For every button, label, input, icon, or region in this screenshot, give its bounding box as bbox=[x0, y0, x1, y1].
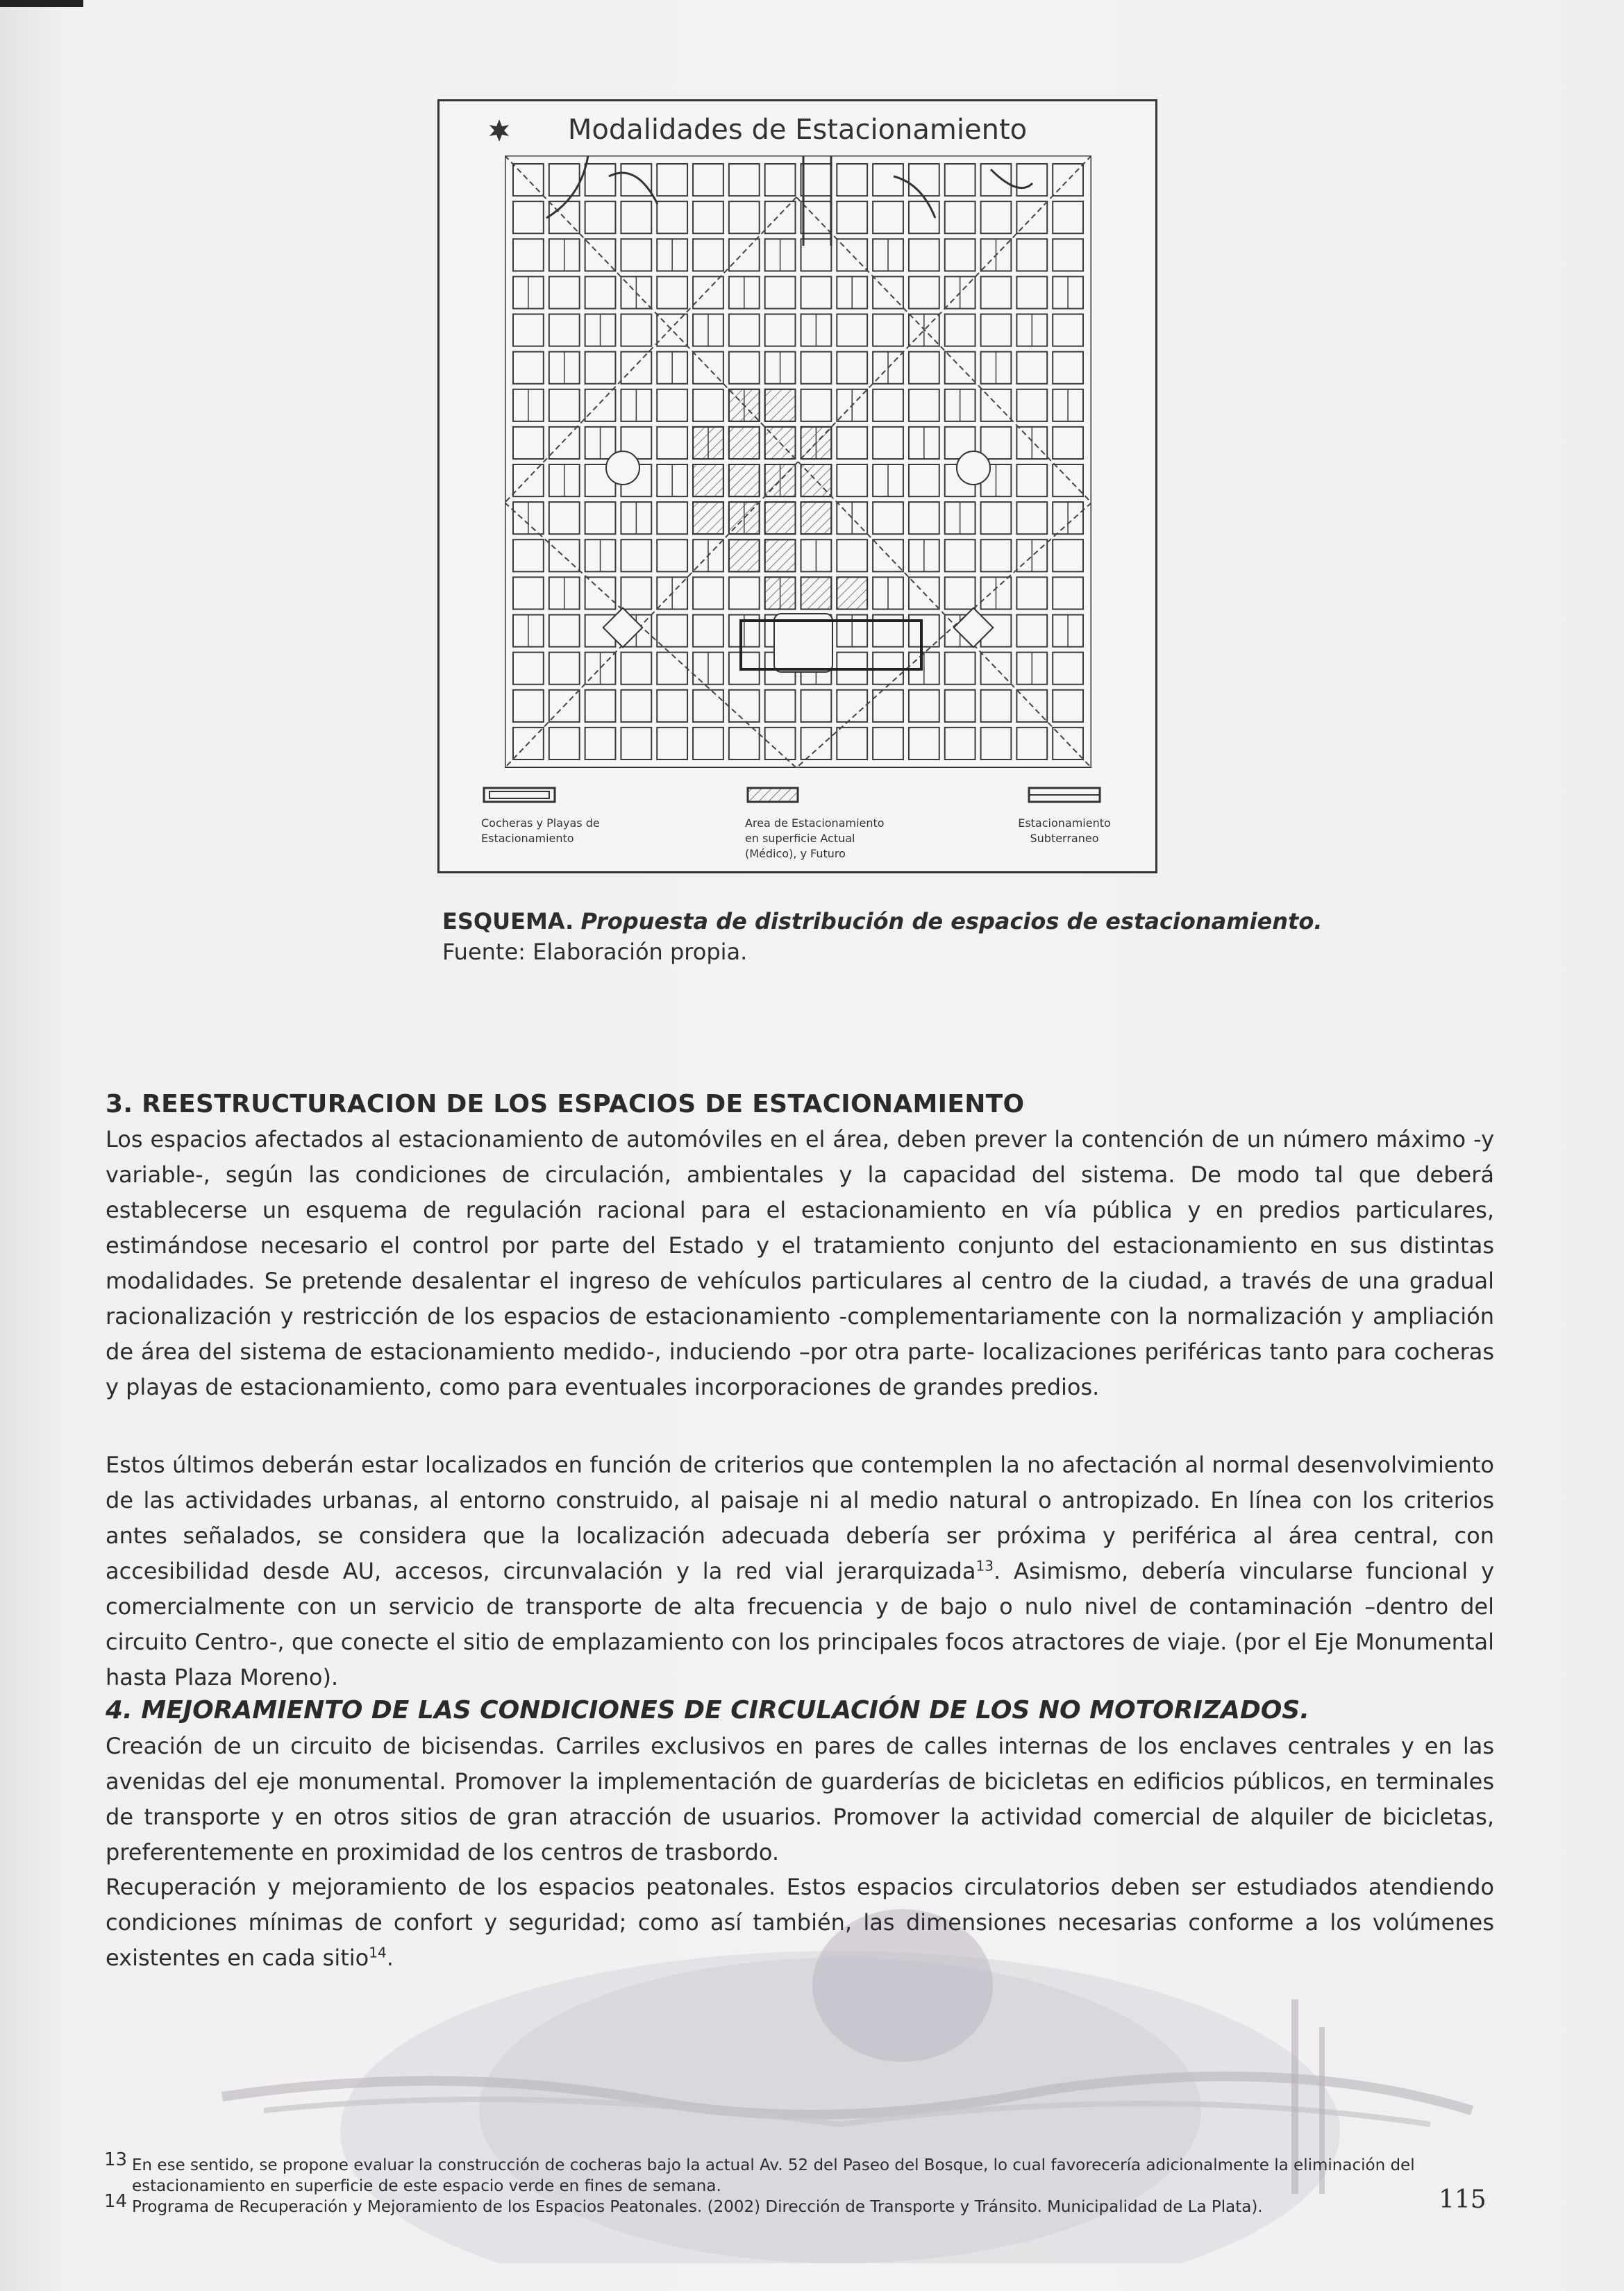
legend-label: Cocheras y Playas de bbox=[481, 816, 600, 830]
garage-legend-icon bbox=[481, 785, 558, 805]
paragraph-text: . bbox=[386, 1945, 394, 1971]
footnote-14 bbox=[104, 2191, 1493, 2217]
hatched-block bbox=[765, 502, 796, 534]
footnote-number: 13 bbox=[104, 2149, 128, 2170]
legend-label: Estacionamiento bbox=[1018, 816, 1111, 830]
hatched-block bbox=[693, 427, 723, 459]
hatched-block bbox=[729, 464, 760, 496]
section-3-paragraph-1: Los espacios afectados al estacionamiento de automóviles en el área, deben prever la contención de un número máximo -y variable-, según las condiciones de circulación, ambientales y la capacidad del sistema. De modo tal que deberá establecerse un esquema de regulación racional para el estacionamiento en vía pública y en predios particulares, estimándose necesario el control por parte del Estado y el tratamiento conjunto del estacionamiento en sus distintas modalidades. Se pretende desalentar el ingreso de vehículos particulares al centro de la ciudad, a través de una gradual racionalización y restricción de los espacios de estacionamiento -complementariamente con la normalización y ampliación de área del sistema de estacionamiento medido-, induciendo –por otra parte- localizaciones periféricas tanto para cocheras y playas de estacionamiento, como para eventuales incorporaciones de grandes predios. bbox=[106, 1126, 1494, 1400]
paragraph-text: Estos últimos deberán estar localizados en función de criterios que contemplen la no afectación al normal desenvolvimiento de las actividades urbanas, al entorno construido, al paisaje ni al medio natural o antropizado. En línea con los criterios antes señalados, se considera que la localización adecuada debería ser próxima y periférica al área central, con accesibilidad desde AU, accesos, circunvalación y la red vial jerarquizada bbox=[106, 1452, 1494, 1584]
legend-label: Area de Estacionamiento bbox=[745, 816, 885, 830]
footnotes bbox=[104, 2149, 1493, 2217]
legend-label: Subterraneo bbox=[1030, 832, 1099, 845]
caption-text: Propuesta de distribución de espacios de estacionamiento. bbox=[580, 908, 1323, 934]
figure-title: Modalidades de Estacionamiento bbox=[567, 114, 1028, 146]
footnote-number: 14 bbox=[104, 2191, 128, 2212]
legend-item-garages bbox=[481, 785, 662, 846]
hatched-block bbox=[837, 577, 867, 609]
legend-item-surface-parking bbox=[745, 785, 939, 862]
caption-source: Fuente: Elaboración propia. bbox=[442, 939, 748, 965]
caption-label: ESQUEMA. bbox=[442, 908, 574, 934]
legend-label: en superficie Actual bbox=[745, 832, 855, 845]
section-4-heading: 4. MEJORAMIENTO DE LAS CONDICIONES DE CIRCULACIÓN DE LOS NO MOTORIZADOS. bbox=[106, 1696, 1309, 1724]
footnote-text: Programa de Recuperación y Mejoramiento de los Espacios Peatonales. (2002) Dirección de Transporte y Tránsito. Municipalidad de La Plata). bbox=[132, 2198, 1263, 2216]
underground-legend-icon bbox=[1026, 785, 1103, 805]
parking-modalities-figure bbox=[437, 99, 1157, 873]
hatched-block bbox=[693, 502, 723, 534]
hatched-block bbox=[765, 577, 796, 609]
hatched-block bbox=[765, 389, 796, 421]
parking-scheme-map bbox=[505, 156, 1091, 768]
footnote-ref-14: 14 bbox=[369, 1944, 387, 1961]
scan-edge bbox=[0, 0, 83, 7]
footnote-text: En ese sentido, se propone evaluar la construcción de cocheras bajo la actual Av. 52 del Paseo del Bosque, lo cual favorecería adicionalmente la eliminación del estacionamiento en superficie de este espacio verde en fines de semana. bbox=[132, 2156, 1415, 2195]
paragraph-text: Recuperación y mejoramiento de los espacios peatonales. Estos espacios circulatorios deben ser estudiados atendiendo condiciones mínimas de confort y seguridad; como así también, las dimensiones necesarias conforme a los volúmenes existentes en cada sitio bbox=[106, 1874, 1494, 1971]
footnote-13 bbox=[104, 2149, 1493, 2197]
legend-label: (Médico), y Futuro bbox=[745, 847, 846, 860]
hatched-block bbox=[801, 502, 832, 534]
hatched-block bbox=[765, 539, 796, 571]
section-4-paragraph-1: Creación de un circuito de bicisendas. Carriles exclusivos en pares de calles internas de los enclaves centrales y en las avenidas del eje monumental. Promover la implementación de guarderías de bicicletas en edificios públicos, en terminales de transporte y en otros sitios de gran atracción de usuarios. Promover la actividad comercial de alquiler de bicicletas, preferentemente en proximidad de los centros de trasbordo. bbox=[106, 1733, 1494, 1865]
legend-label: Estacionamiento bbox=[481, 832, 574, 845]
section-3-paragraph-2 bbox=[106, 1447, 1494, 1695]
footnote-ref-13: 13 bbox=[976, 1557, 994, 1575]
section-4-paragraph-2 bbox=[106, 1870, 1494, 1976]
hatched-block bbox=[729, 539, 760, 571]
hatched-block bbox=[801, 577, 832, 609]
page-number: 115 bbox=[1439, 2185, 1487, 2214]
hatched-block bbox=[693, 464, 723, 496]
section-3-heading: 3. REESTRUCTURACION DE LOS ESPACIOS DE ESTACIONAMIENTO bbox=[106, 1090, 1025, 1118]
paragraph-text: . Asimismo, debería vincularse funcional y comercialmente con un servicio de transporte de alta frecuencia y de bajo o nulo nivel de contaminación –dentro del circuito Centro-, que conecte el sitio de emplazamiento con los principales focos atractores de viaje. (por el Eje Monumental hasta Plaza Moreno). bbox=[106, 1558, 1495, 1690]
legend-item-underground bbox=[995, 785, 1134, 846]
surface-parking-legend-icon bbox=[745, 785, 801, 805]
figure-caption bbox=[442, 906, 1322, 967]
hatched-block bbox=[729, 427, 760, 459]
